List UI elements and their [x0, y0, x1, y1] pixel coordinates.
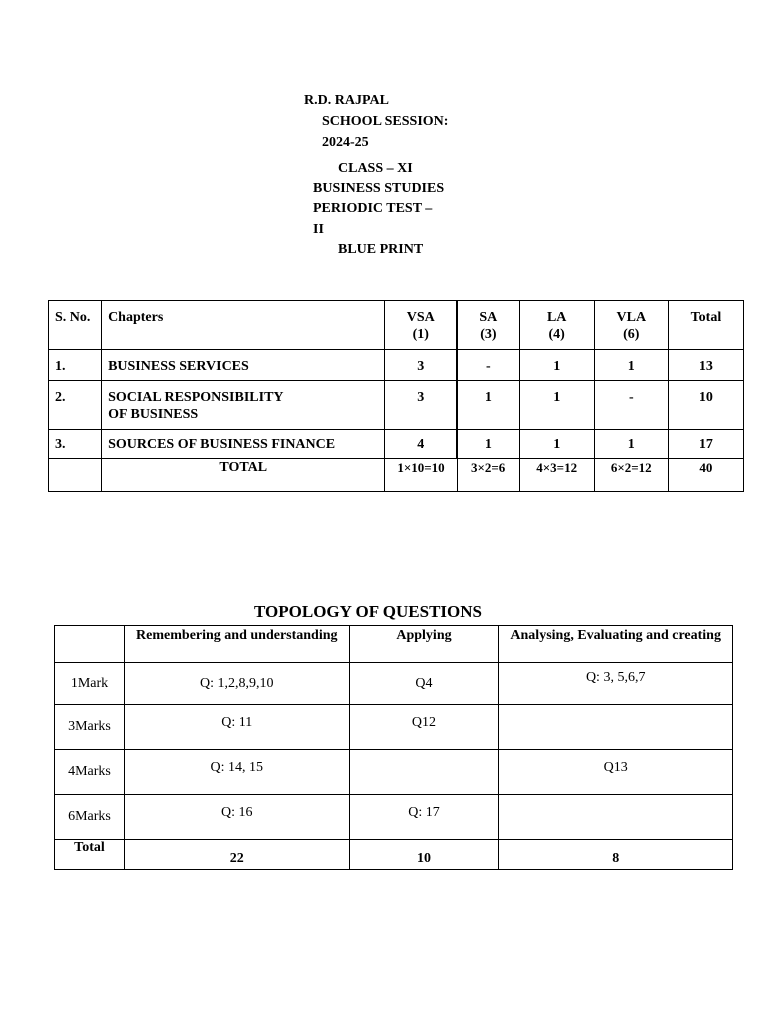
row-sno: 3. [49, 430, 102, 459]
total-marks: 40 [668, 459, 743, 492]
topology-table [54, 625, 733, 870]
row-sa: 1 [457, 430, 519, 459]
row-chapter: BUSINESS SERVICES [102, 350, 385, 381]
row-vla: - [594, 381, 668, 430]
total-vsa: 1×10=10 [385, 459, 457, 492]
row-vsa: 3 [385, 381, 457, 430]
applying-cell [349, 750, 499, 795]
session-year: 2024-25 [322, 135, 369, 150]
remembering-cell: Q: 11 [124, 705, 349, 750]
session-label: SCHOOL SESSION: [322, 114, 449, 129]
marks-label: 1Mark [55, 663, 125, 705]
row-total: 13 [668, 350, 743, 381]
remembering-cell: Q: 1,2,8,9,10 [124, 663, 349, 705]
row-la: 1 [519, 381, 594, 430]
header-sno: S. No. [49, 301, 102, 350]
total-label: TOTAL [102, 459, 385, 492]
table-header-row [49, 301, 744, 350]
total-applying: 10 [349, 840, 499, 870]
header-chapters: Chapters [102, 301, 385, 350]
subject-label: BUSINESS STUDIES [313, 181, 445, 196]
school-name: R.D. RAJPAL [304, 93, 389, 108]
table-row [49, 430, 744, 459]
row-vla: 1 [594, 430, 668, 459]
header-analysing: Analysing, Evaluating and creating [499, 626, 733, 663]
remembering-cell: Q: 16 [124, 795, 349, 840]
row-sno: 1. [49, 350, 102, 381]
header-vsa: VSA (1) [385, 301, 457, 350]
topology-header-empty [55, 626, 125, 663]
table-row [49, 381, 744, 430]
total-sa: 3×2=6 [457, 459, 519, 492]
total-row [49, 459, 744, 492]
topology-header-row [55, 626, 733, 663]
row-sno: 2. [49, 381, 102, 430]
total-analysing: 8 [499, 840, 733, 870]
total-empty-cell [49, 459, 102, 492]
table-row [49, 350, 744, 381]
row-chapter: SOCIAL RESPONSIBILITY OF BUSINESS [102, 381, 385, 430]
analysing-cell [499, 795, 733, 840]
class-label: CLASS – XI [338, 161, 413, 176]
table-row [55, 705, 733, 750]
topology-total-row [55, 840, 733, 870]
total-la: 4×3=12 [519, 459, 594, 492]
doc-title: BLUE PRINT [338, 242, 424, 257]
header-remembering: Remembering and understanding [124, 626, 349, 663]
test-label: PERIODIC TEST – [313, 201, 433, 216]
row-total: 17 [668, 430, 743, 459]
row-sa: - [457, 350, 519, 381]
header-la: LA (4) [519, 301, 594, 350]
topology-title: TOPOLOGY OF QUESTIONS [254, 602, 482, 621]
row-la: 1 [519, 430, 594, 459]
row-la: 1 [519, 350, 594, 381]
header-total: Total [668, 301, 743, 350]
test-number: II [313, 222, 324, 237]
header-sa: SA (3) [457, 301, 519, 350]
remembering-cell: Q: 14, 15 [124, 750, 349, 795]
marks-label: 4Marks [55, 750, 125, 795]
row-vsa: 3 [385, 350, 457, 381]
total-vla: 6×2=12 [594, 459, 668, 492]
table-row [55, 750, 733, 795]
row-vsa: 4 [385, 430, 457, 459]
marks-label: 3Marks [55, 705, 125, 750]
analysing-cell [499, 705, 733, 750]
analysing-cell: Q13 [499, 750, 733, 795]
analysing-cell: Q: 3, 5,6,7 [499, 663, 733, 705]
header-applying: Applying [349, 626, 499, 663]
total-label: Total [55, 840, 125, 870]
row-vla: 1 [594, 350, 668, 381]
applying-cell: Q4 [349, 663, 499, 705]
table-row [55, 663, 733, 705]
row-chapter: SOURCES OF BUSINESS FINANCE [102, 430, 385, 459]
applying-cell: Q12 [349, 705, 499, 750]
row-total: 10 [668, 381, 743, 430]
row-sa: 1 [457, 381, 519, 430]
total-remembering: 22 [124, 840, 349, 870]
marks-label: 6Marks [55, 795, 125, 840]
blueprint-table [48, 300, 744, 492]
applying-cell: Q: 17 [349, 795, 499, 840]
header-vla: VLA (6) [594, 301, 668, 350]
table-row [55, 795, 733, 840]
